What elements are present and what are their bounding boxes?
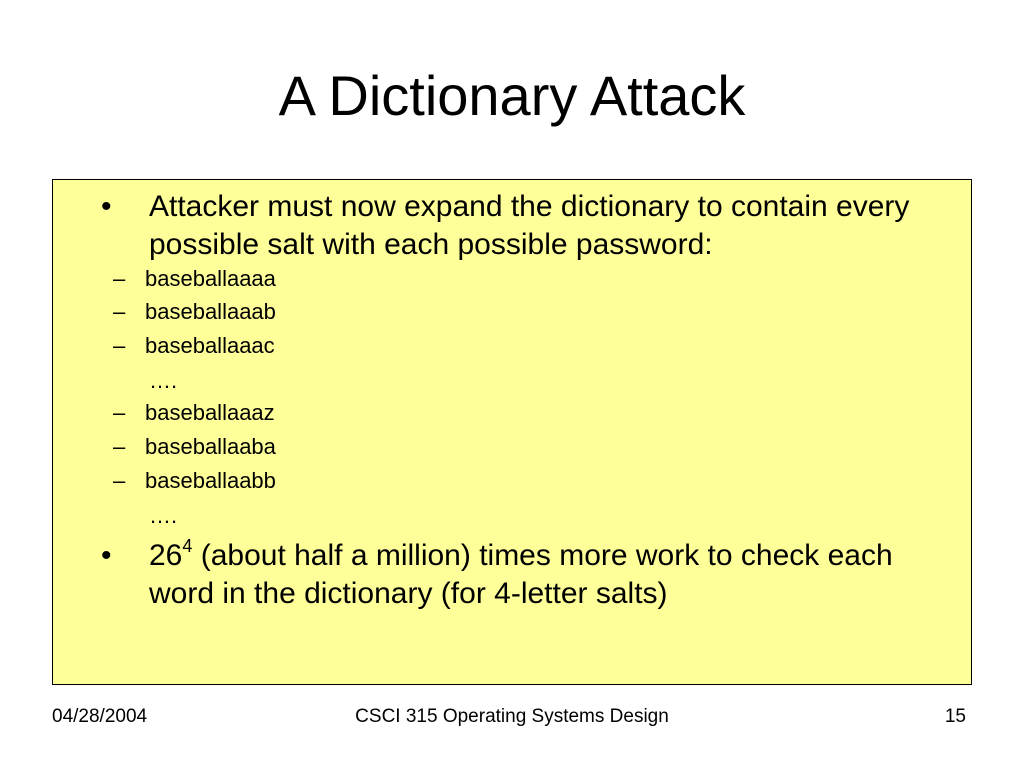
dash-symbol: – [113,299,126,324]
sub-list-item [113,332,275,360]
ellipsis-continuation: …. [149,503,178,528]
sub-list-item [113,467,276,495]
footer-date: 04/28/2004 [52,706,148,727]
sub-list-item [113,399,275,427]
footer-page-number: 15 [944,706,966,727]
sub-list-item [113,433,276,461]
content-box [52,179,972,685]
footer-course-title: CSCI 315 Operating Systems Design [355,706,669,727]
dash-symbol: – [113,266,126,291]
dash-symbol: – [113,400,126,425]
bullet-item [101,188,961,264]
sub-item-text: baseballaaaz [145,400,275,425]
slide-title: A Dictionary Attack [278,64,746,127]
sub-item-text: baseballaaac [145,333,275,358]
bullet-text: Attacker must now expand the dictionary to contain every possible salt with each possible password: [149,190,910,261]
bullet-symbol: • [101,190,112,223]
bullet-item [101,537,961,613]
sub-item-text: baseballaaab [145,299,276,324]
bullet-symbol: • [101,539,112,572]
ellipsis-continuation: …. [149,368,178,393]
bullet-text [101,537,961,613]
sub-list-item [113,265,276,293]
sub-list-item [113,298,276,326]
dash-symbol: – [113,468,126,493]
sub-item-text: baseballaaba [145,434,276,459]
bullet-text-rest: (about half a million) times more work to check each word in the dictionary (for 4-letter salts) [149,539,893,610]
sub-item-text: baseballaaaa [145,266,276,291]
exponent-base: 26 [149,539,183,572]
dash-symbol: – [113,434,126,459]
dash-symbol: – [113,333,126,358]
exponent-superscript: 4 [182,536,193,556]
sub-item-text: baseballaabb [145,468,276,493]
